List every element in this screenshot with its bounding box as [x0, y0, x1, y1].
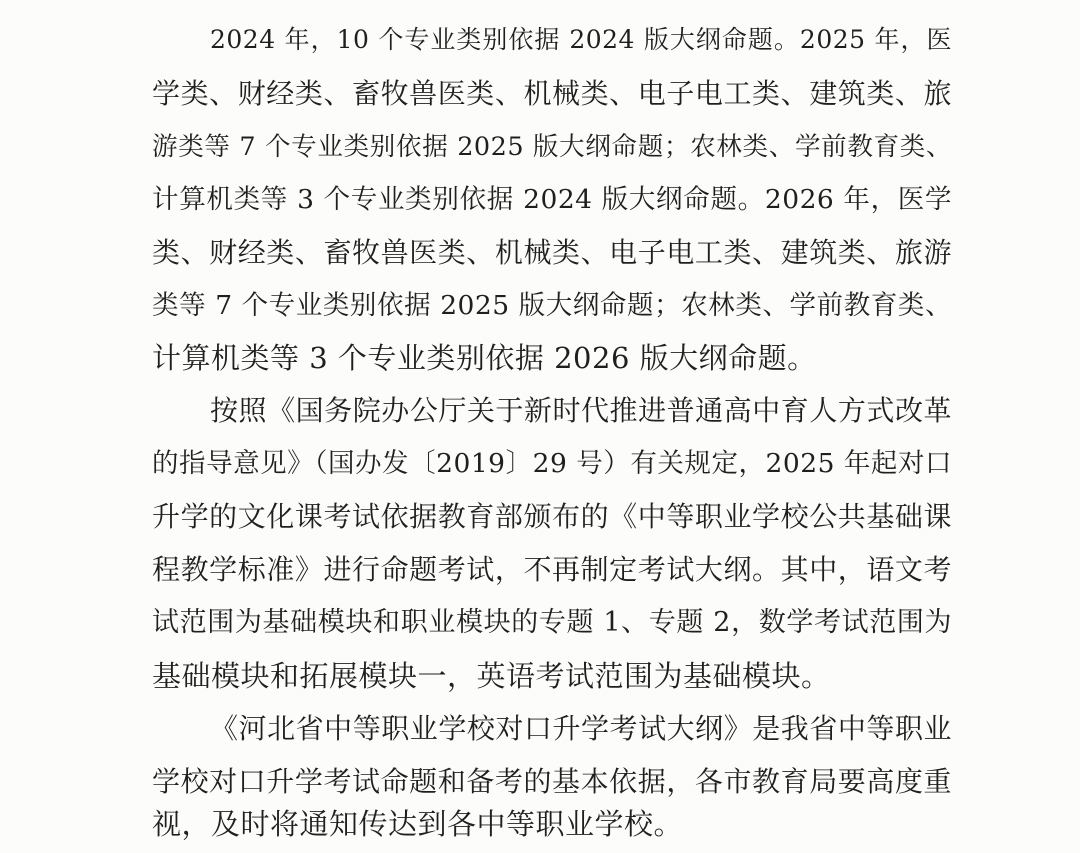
paragraph-1-line-6: 类等 7 个专业类别依据 2025 版大纲命题；农林类、学前教育类、	[152, 290, 952, 321]
paragraph-2-line-1: 按照《国务院办公厅关于新时代推进普通高中育人方式改革	[210, 394, 952, 427]
paragraph-1-line-1: 2024 年，10 个专业类别依据 2024 版大纲命题。2025 年，医	[210, 25, 952, 54]
paragraph-3-line-1: 《河北省中等职业学校对口升学考试大纲》是我省中等职业	[210, 712, 952, 745]
paragraph-1-line-5: 类、财经类、畜牧兽医类、机械类、电子电工类、建筑类、旅游	[152, 236, 952, 269]
paragraph-3-line-3: 视，及时将通知传达到各中等职业学校。	[152, 807, 684, 841]
paragraph-2-line-2: 的指导意见》（国办发〔2019〕29 号）有关规定，2025 年起对口	[152, 448, 952, 479]
paragraph-1-line-3: 游类等 7 个专业类别依据 2025 版大纲命题；农林类、学前教育类、	[152, 132, 952, 162]
paragraph-1-line-4: 计算机类等 3 个专业类别依据 2024 版大纲命题。2026 年，医学	[152, 184, 952, 215]
paragraph-2-line-4: 程教学标准》进行命题考试，不再制定考试大纲。其中，语文考	[152, 553, 952, 586]
paragraph-2-line-3: 升学的文化课考试依据教育部颁布的《中等职业学校公共基础课	[152, 500, 952, 533]
paragraph-2-line-6: 基础模块和拓展模块一，英语考试范围为基础模块。	[152, 659, 831, 693]
paragraph-2-line-5: 试范围为基础模块和职业模块的专题 1、专题 2，数学考试范围为	[152, 607, 952, 638]
paragraph-1-line-7: 计算机类等 3 个专业类别依据 2026 版大纲命题。	[152, 341, 817, 375]
paragraph-3-line-2: 学校对口升学考试命题和备考的基本依据，各市教育局要高度重	[152, 765, 952, 798]
paragraph-1-line-2: 学类、财经类、畜牧兽医类、机械类、电子电工类、建筑类、旅	[152, 77, 952, 110]
